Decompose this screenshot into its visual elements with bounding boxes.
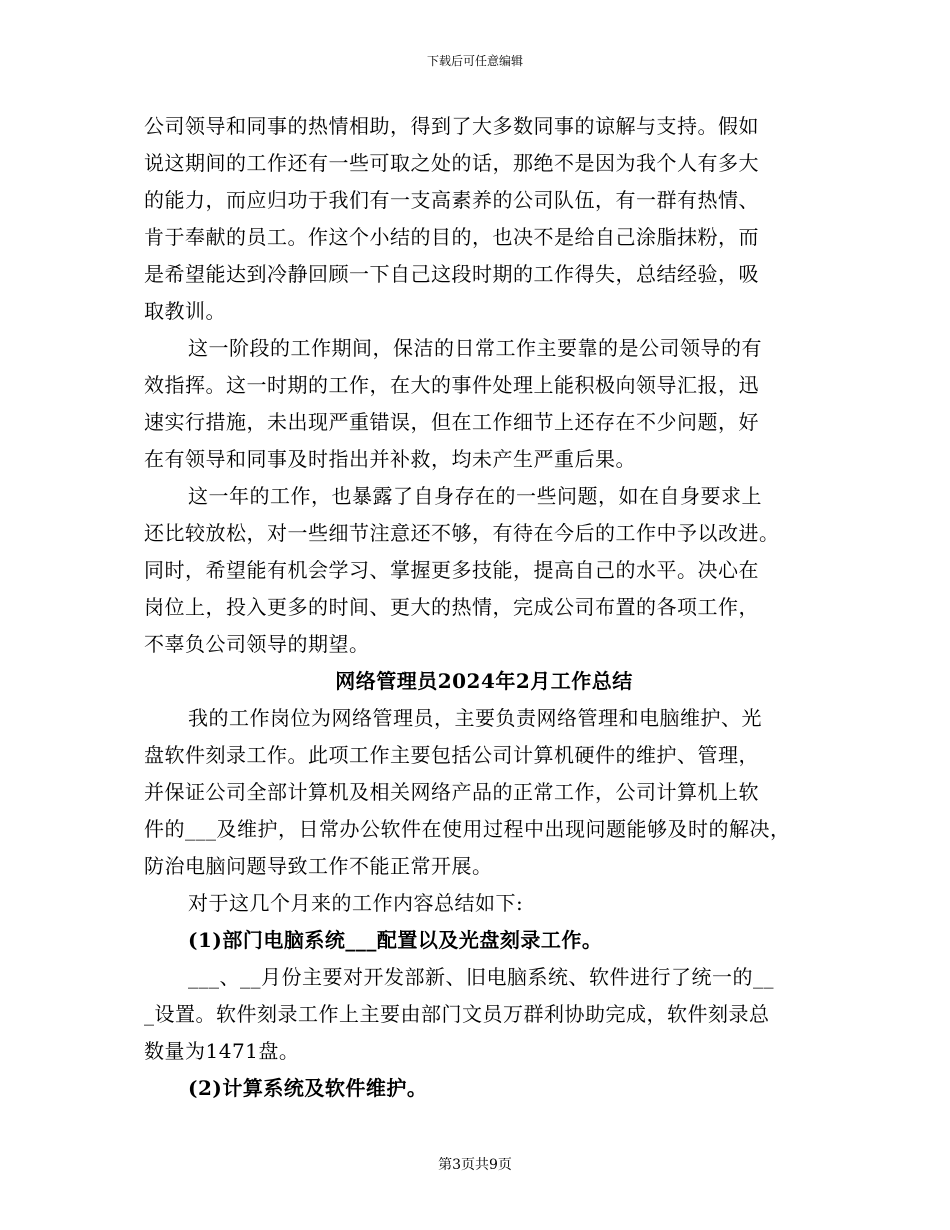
text-line: 件的___及维护，日常办公软件在使用过程中出现问题能够及时的解决， bbox=[144, 817, 791, 841]
subheading: (2)计算系统及软件维护。 bbox=[188, 1076, 428, 1100]
text-line: 我的工作岗位为网络管理员，主要负责网络管理和电脑维护、光 bbox=[188, 706, 762, 730]
text-line: 这一年的工作，也暴露了自身存在的一些问题，如在自身要求上 bbox=[188, 484, 762, 508]
text-line: 数量为1471盘。 bbox=[144, 1039, 300, 1063]
text-line: 不辜负公司领导的期望。 bbox=[144, 632, 370, 656]
text-line: ___、__月份主要对开发部新、旧电脑系统、软件进行了统一的__ bbox=[188, 965, 774, 989]
text-line: 还比较放松，对一些细节注意还不够，有待在今后的工作中予以改进。 bbox=[144, 521, 780, 545]
text-line: 盘软件刻录工作。此项工作主要包括公司计算机硬件的维护、管理， bbox=[144, 743, 759, 767]
text-line: 这一阶段的工作期间，保洁的日常工作主要靠的是公司领导的有 bbox=[188, 336, 762, 360]
text-line: 的能力，而应归功于我们有一支高素养的公司队伍，有一群有热情、 bbox=[144, 188, 759, 212]
text-line: _设置。软件刻录工作上主要由部门文员万群利协助完成，软件刻录总 bbox=[144, 1002, 770, 1026]
page-footer: 第3页共9页 bbox=[438, 1157, 512, 1173]
text-line: 在有领导和同事及时指出并补救，均未产生严重后果。 bbox=[144, 447, 636, 471]
section-title: 网络管理员2024年2月工作总结 bbox=[335, 669, 633, 693]
text-line: 取教训。 bbox=[144, 299, 226, 323]
text-line: 防治电脑问题导致工作不能正常开展。 bbox=[144, 854, 493, 878]
text-line: 同时，希望能有机会学习、掌握更多技能，提高自己的水平。决心在 bbox=[144, 558, 759, 582]
text-line: 公司领导和同事的热情相助，得到了大多数同事的谅解与支持。假如 bbox=[144, 114, 759, 138]
text-line: 对于这几个月来的工作内容总结如下: bbox=[188, 891, 524, 915]
text-line: 肯于奉献的员工。作这个小结的目的，也决不是给自己涂脂抹粉，而 bbox=[144, 225, 759, 249]
page-header: 下载后可任意编辑 bbox=[426, 54, 523, 68]
subheading: (1)部门电脑系统___配置以及光盘刻录工作。 bbox=[188, 928, 603, 952]
document-body bbox=[144, 108, 824, 1107]
text-line: 并保证公司全部计算机及相关网络产品的正常工作，公司计算机上软 bbox=[144, 780, 759, 804]
text-line: 说这期间的工作还有一些可取之处的话，那绝不是因为我个人有多大 bbox=[144, 151, 759, 175]
text-line: 速实行措施，未出现严重错误，但在工作细节上还存在不少问题，好 bbox=[144, 410, 759, 434]
text-line: 是希望能达到冷静回顾一下自己这段时期的工作得失，总结经验，吸 bbox=[144, 262, 759, 286]
text-line: 岗位上，投入更多的时间、更大的热情，完成公司布置的各项工作， bbox=[144, 595, 759, 619]
text-line: 效指挥。这一时期的工作，在大的事件处理上能积极向领导汇报，迅 bbox=[144, 373, 759, 397]
